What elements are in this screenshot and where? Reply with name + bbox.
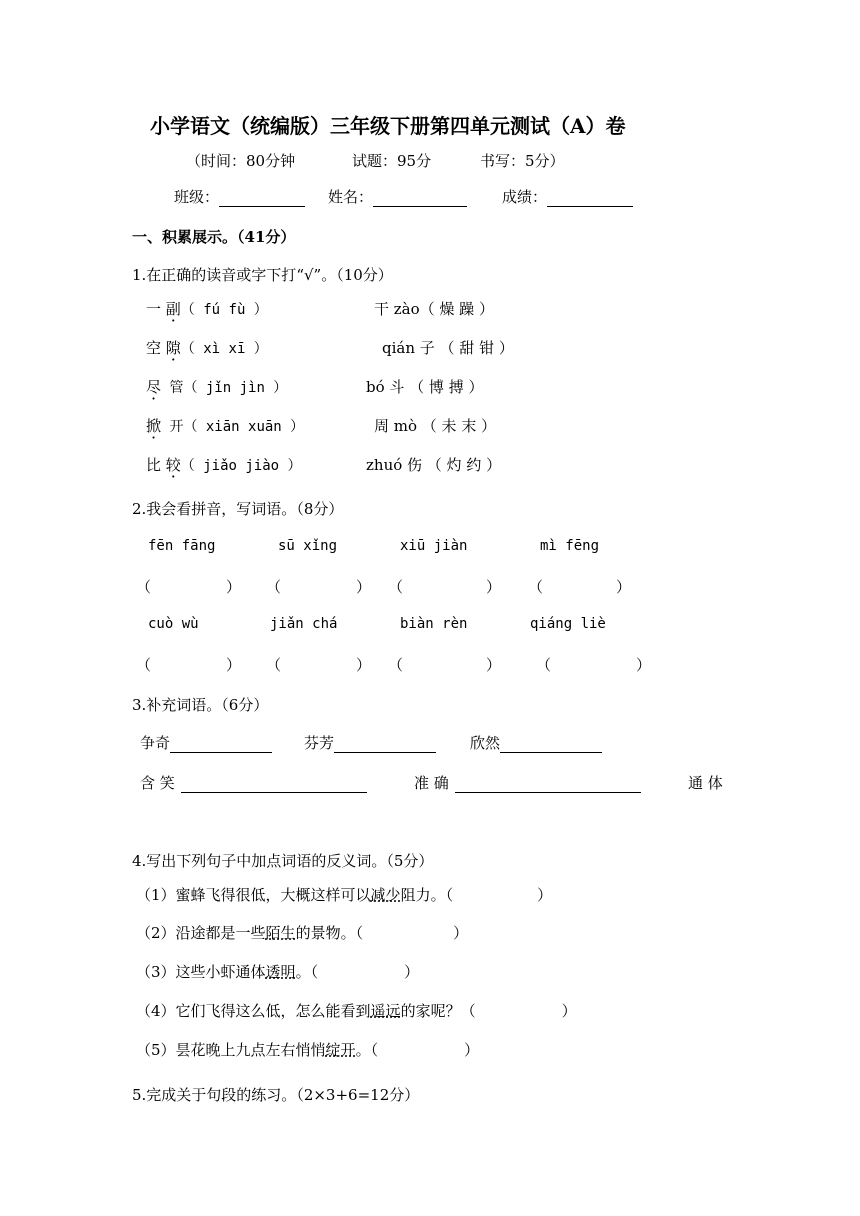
word-stem: 含 笑 [140,774,175,792]
answer-paren-open: （ [536,656,552,674]
q1-dotted-char: 隙 [165,339,181,357]
q4-dotted-word: 陌生 [265,924,296,942]
answer-paren-open: （ [266,578,282,596]
fill-word-stem: 通 体 [688,774,723,792]
q4-item[interactable] [136,961,419,982]
fill-word[interactable] [140,772,367,793]
q4-dotted-word: 减少 [370,886,401,904]
q1-item-right[interactable]: 周 mò （ 未 末 ） [374,417,497,435]
fill-word[interactable] [470,732,602,753]
q4-text: （4）它们飞得这么低，怎么能看到 [136,1002,371,1020]
answer-paren-close: ） [226,656,242,674]
q1-item-left[interactable] [146,298,268,319]
pinyin-prompt: xiū jiàn [400,538,468,554]
q4-item[interactable] [136,884,552,905]
q1-options: （ fú fù ） [180,302,268,318]
pinyin-prompt: jiǎn chá [270,616,338,632]
pinyin-prompt: qiáng liè [530,616,606,632]
q4-dotted-word: 透明 [265,963,296,981]
q4-text: （3）这些小虾通体 [136,963,266,981]
q4-text: （5）昙花晚上九点左右悄悄 [136,1041,326,1059]
answer-paren-open: （ [388,656,404,674]
section-heading: 一、积累展示。（41分） [132,228,296,246]
word-stem: 芬芳 [304,734,335,752]
question-3-prompt: 3.补充词语。（6分） [132,696,269,714]
answer-paren-close: ） [616,578,632,596]
pinyin-prompt: mì fēng [540,538,600,554]
q1-item-right[interactable]: qián 子 （ 甜 钳 ） [382,339,514,357]
answer-paren-open: （ [388,578,404,596]
q1-item-right[interactable]: bó 斗 （ 博 搏 ） [366,378,484,396]
q4-text: 。（ [355,1041,379,1059]
q1-dotted-char: 尽 [146,378,162,396]
q4-text: （1）蜜蜂飞得很低，大概这样可以 [136,886,371,904]
answer-paren-close: ） [356,656,372,674]
answer-paren-open: （ [136,656,152,674]
score-info: 试题：95分 [352,152,432,170]
class-field[interactable] [174,186,305,207]
answer-paren-open: （ [266,656,282,674]
answer-paren-open: （ [136,578,152,596]
q1-item-left[interactable] [146,337,268,358]
answer-paren-open: （ [528,578,544,596]
page-title: 小学语文（统编版）三年级下册第四单元测试（A）卷 [150,114,626,138]
grade-blank[interactable] [547,190,633,207]
q4-item[interactable] [136,1039,479,1060]
time-info: （时间：80分钟 [186,152,296,170]
q4-item[interactable] [136,922,468,943]
q1-item-right[interactable]: zhuó 伤 （ 灼 约 ） [366,456,502,474]
answer-paren-close: ） [356,578,372,596]
answer-paren-close: ） [486,578,502,596]
fill-word[interactable] [140,732,272,753]
name-label: 姓名： [328,188,374,206]
question-2-prompt: 2.我会看拼音，写词语。（8分） [132,500,344,518]
grade-label: 成绩： [502,188,548,206]
question-4-prompt: 4.写出下列句子中加点词语的反义词。（5分） [132,852,434,870]
name-field[interactable] [328,186,467,207]
word-stem: 争奇 [140,734,171,752]
writing-info: 书写：5分） [480,152,565,170]
q1-options: 开（ xiān xuān ） [161,419,305,435]
q1-options: （ jiǎo jiào ） [180,458,302,474]
answer-paren-close: ） [636,656,652,674]
q1-char: 空 [146,339,166,357]
q1-item-right[interactable]: 干 zào（ 燥 躁 ） [374,300,494,318]
fill-blank[interactable] [500,736,602,753]
q1-options: 管（ jǐn jìn ） [161,380,288,396]
class-blank[interactable] [219,190,305,207]
fill-blank[interactable] [170,736,272,753]
fill-word[interactable] [414,772,641,793]
pinyin-prompt: cuò wù [148,616,199,632]
class-label: 班级： [174,188,220,206]
q1-options: （ xì xī ） [180,341,268,357]
q4-text: 的景物。（ [295,924,364,942]
answer-paren-close: ） [226,578,242,596]
q1-char: 一 [146,300,166,318]
q4-text: ） [537,886,553,904]
answer-paren-close: ） [486,656,502,674]
q1-dotted-char: 副 [165,300,181,318]
question-1-prompt: 1.在正确的读音或字下打“√”。（10分） [132,266,393,284]
pinyin-prompt: sū xǐng [278,538,338,554]
q1-item-left[interactable] [146,415,304,436]
q1-item-left[interactable] [146,376,287,397]
q4-text: ） [453,924,469,942]
fill-word[interactable] [304,732,436,753]
q4-text: 的家呢？（ [400,1002,476,1020]
q1-dotted-char: 较 [165,456,181,474]
fill-blank[interactable] [455,776,641,793]
fill-blank[interactable] [334,736,436,753]
q1-dotted-char: 掀 [146,417,162,435]
pinyin-prompt: biàn rèn [400,616,468,632]
q4-text: 阻力。（ [400,886,454,904]
fill-blank[interactable] [181,776,367,793]
question-5-prompt: 5.完成关于句段的练习。（2×3+6=12分） [132,1086,420,1104]
q4-dotted-word: 遥远 [370,1002,401,1020]
q4-text: ） [561,1002,577,1020]
q4-text: （2）沿途都是一些 [136,924,266,942]
q4-item[interactable] [136,1000,577,1021]
q4-text: ） [404,963,420,981]
name-blank[interactable] [373,190,467,207]
q1-char: 比 [146,456,166,474]
q4-dotted-word: 绽开 [325,1041,356,1059]
q4-text: ） [464,1041,480,1059]
word-stem: 准 确 [414,774,449,792]
grade-field[interactable] [502,186,633,207]
q1-item-left[interactable] [146,454,302,475]
pinyin-prompt: fēn fāng [148,538,216,554]
q4-text: 。（ [295,963,319,981]
word-stem: 欣然 [470,734,501,752]
